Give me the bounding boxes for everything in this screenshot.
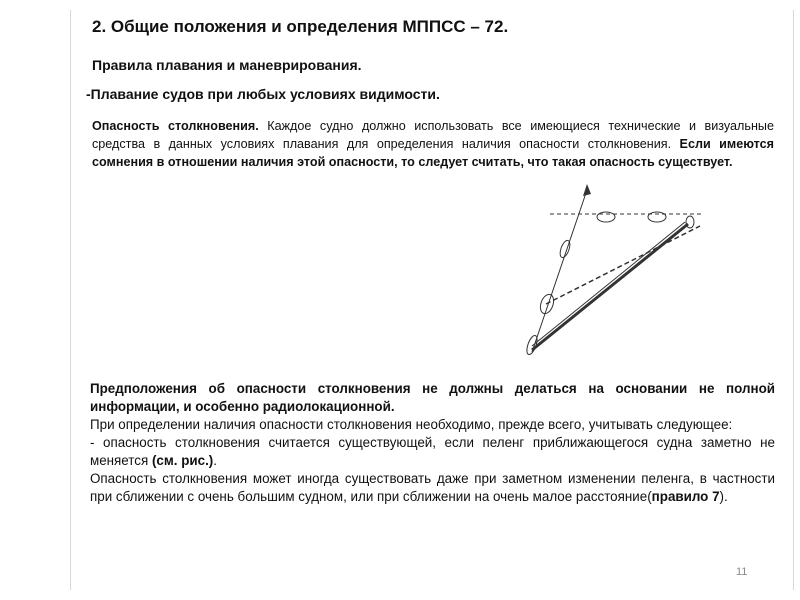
page-number: 11 xyxy=(736,566,748,578)
assumptions-line-4: Опасность столкновения может иногда существовать даже при заметном изменении пеленга, в частности при сближении с очень большим судном, или при сближении на очень малое расстояние( xyxy=(90,471,775,504)
other-ship-course-line xyxy=(532,224,688,350)
see-figure-ref: (см. рис.) xyxy=(151,453,214,468)
rule-7-ref: правило 7 xyxy=(651,489,720,504)
slide-title: 2. Общие положения и определения МППСС – 72. xyxy=(92,17,509,36)
assumptions-line-3: - опасность столкновения считается существующей, если пеленг приближающегося судна заметно не меняется xyxy=(90,435,775,468)
own-ship-arrowhead xyxy=(583,184,591,196)
collision-risk-text: Каждое судно должно использовать все имеющиеся технические и визуальные средства в данных условиях плавания для определения наличия опасности столкновения. xyxy=(92,119,774,151)
ship-marker-upper-left xyxy=(558,239,572,259)
ship-marker-right xyxy=(686,216,694,228)
assumptions-paragraph: Предположения об опасности столкновения не должны делаться на основании не полной информации, и особенно радиолокационной. При определении наличия опасности столкновения необходимо, прежде всего, учитывать следующее: - опасность столкновения считается существующей, если пеленг приближающегося судна заметно не меняется (см. рис.). Опасность столкновения может иногда существовать даже при заметном изменении пеленга, в частности при сближении с очень большим судном, или при сближении на очень малое расстояние(правило 7). xyxy=(90,381,775,504)
assumptions-line-2: При определении наличия опасности столкновения необходимо, прежде всего, учитывать следующее: xyxy=(90,417,733,432)
collision-risk-term: Опасность столкновения. xyxy=(92,119,259,133)
subtitle-rules: Правила плавания и маневрирования. xyxy=(92,57,362,73)
subtitle-visibility: -Плавание судов при любых условиях видимости. xyxy=(86,86,440,102)
collision-risk-paragraph xyxy=(92,117,774,171)
bearing-line-mid xyxy=(546,226,700,304)
bearing-diagram xyxy=(510,180,730,365)
assumptions-bold-intro: Предположения об опасности столкновения не должны делаться на основании не полной информации, и особенно радиолокационной. xyxy=(90,381,775,414)
collision-risk-emphasis: Если имеются сомнения в отношении наличия этой опасности, то следует считать, что такая опасность существует. xyxy=(92,137,774,169)
